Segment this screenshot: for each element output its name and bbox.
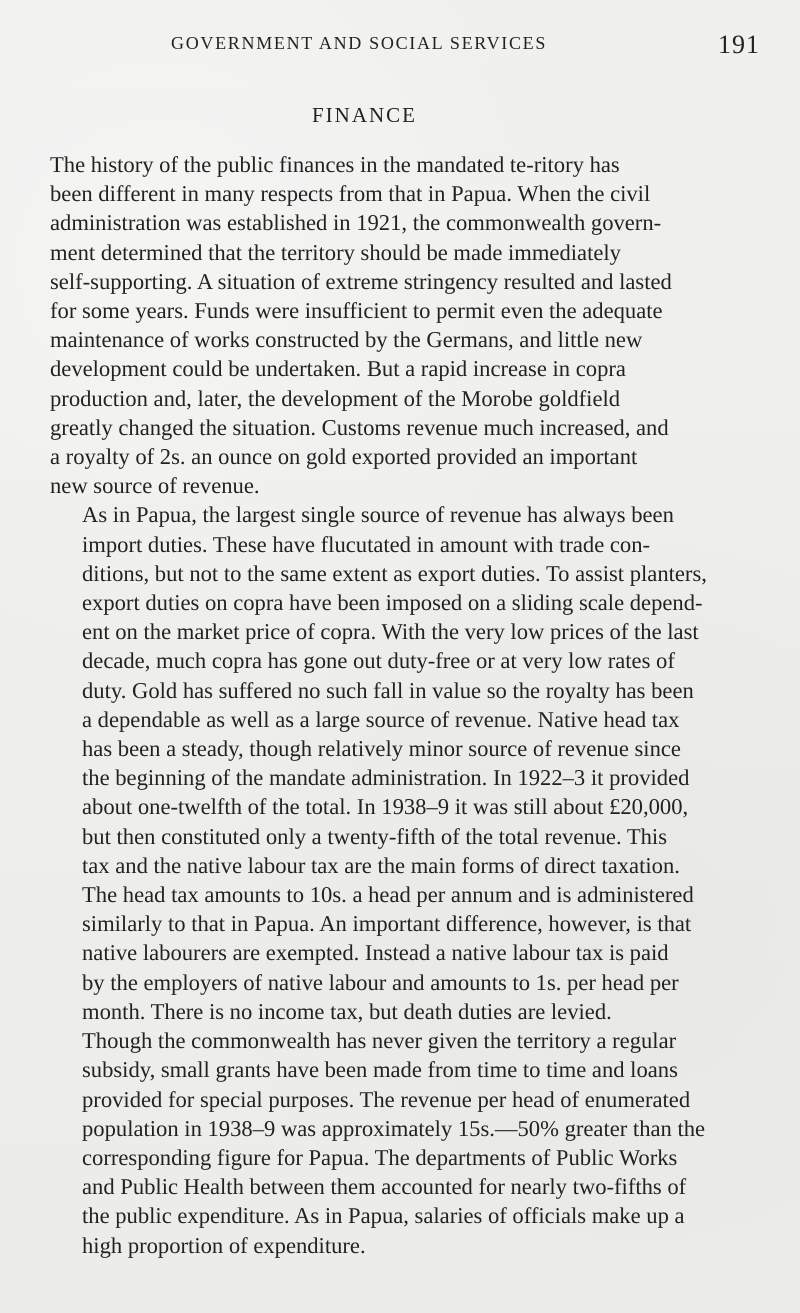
text-line: ent on the market price of copra. With the very low prices of the last xyxy=(82,619,699,645)
text-line: about one-twelfth of the total. In 1938–9 it was still about £20,000, xyxy=(82,794,689,820)
text-line: duty. Gold has suffered no such fall in value so the royalty has been xyxy=(82,677,694,703)
text-line: new source of revenue. xyxy=(50,473,260,499)
paragraph-3 xyxy=(50,1026,766,1260)
running-header: GOVERNMENT AND SOCIAL SERVICES xyxy=(171,33,548,53)
text-line: similarly to that in Papua. An important difference, however, is that xyxy=(82,911,692,937)
text-line: population in 1938–9 was approximately 15s.—50% greater than the xyxy=(82,1115,706,1141)
text-line: corresponding figure for Papua. The departments of Public Works xyxy=(82,1144,678,1170)
page-number: 191 xyxy=(718,30,760,59)
text-line: provided for special purposes. The revenue per head of enumerated xyxy=(82,1086,691,1112)
text-line: native labourers are exempted. Instead a native labour tax is paid xyxy=(82,940,669,966)
paragraph-1 xyxy=(50,150,766,500)
text-line: import duties. These have flucutated in amount with trade con- xyxy=(82,531,651,557)
section-title: FINANCE xyxy=(312,103,418,127)
text-line: ment determined that the territory should be made immediately xyxy=(50,239,621,265)
text-line: As in Papua, the largest single source of revenue has always been xyxy=(82,502,674,528)
text-line: a dependable as well as a large source of revenue. Native head tax xyxy=(82,706,680,732)
text-line: high proportion of expenditure. xyxy=(82,1232,366,1258)
text-line: the beginning of the mandate administration. In 1922–3 it provided xyxy=(82,765,690,791)
body-text xyxy=(50,150,766,1260)
text-line: the public expenditure. As in Papua, salaries of officials make up a xyxy=(82,1203,685,1229)
text-line: ditions, but not to the same extent as export duties. To assist planters, xyxy=(82,560,707,586)
text-line: but then constituted only a twenty-fifth of the total revenue. This xyxy=(82,823,667,849)
text-line: has been a steady, though relatively minor source of revenue since xyxy=(82,736,681,762)
text-line: development could be undertaken. But a rapid increase in copra xyxy=(50,356,626,382)
text-line: decade, much copra has gone out duty-free or at very low rates of xyxy=(82,648,675,674)
text-line: self-supporting. A situation of extreme stringency resulted and lasted xyxy=(50,268,672,294)
text-line: for some years. Funds were insufficient to permit even the adequate xyxy=(50,298,663,324)
text-line: month. There is no income tax, but death duties are levied. xyxy=(82,998,612,1024)
text-line: maintenance of works constructed by the Germans, and little new xyxy=(50,327,643,353)
text-line: greatly changed the situation. Customs revenue much increased, and xyxy=(50,414,669,440)
text-line: by the employers of native labour and amounts to 1s. per head per xyxy=(82,969,679,995)
text-line: and Public Health between them accounted for nearly two-fifths of xyxy=(82,1174,687,1200)
text-line: The head tax amounts to 10s. a head per annum and is administered xyxy=(82,882,694,908)
text-line: been different in many respects from that in Papua. When the civil xyxy=(50,181,651,207)
text-line: export duties on copra have been imposed on a sliding scale depend- xyxy=(82,590,703,616)
paragraph-2 xyxy=(50,500,766,1026)
text-line: tax and the native labour tax are the main forms of direct taxation. xyxy=(82,852,680,878)
text-line: administration was established in 1921, the commonwealth govern- xyxy=(50,210,662,236)
text-line: production and, later, the development of the Morobe goldfield xyxy=(50,385,621,411)
text-line: subsidy, small grants have been made from time to time and loans xyxy=(82,1057,678,1083)
text-line: The history of the public finances in the mandated te-ritory has xyxy=(50,152,620,177)
text-line: Though the commonwealth has never given the territory a regular xyxy=(82,1028,677,1054)
text-line: a royalty of 2s. an ounce on gold exported provided an important xyxy=(50,444,638,470)
